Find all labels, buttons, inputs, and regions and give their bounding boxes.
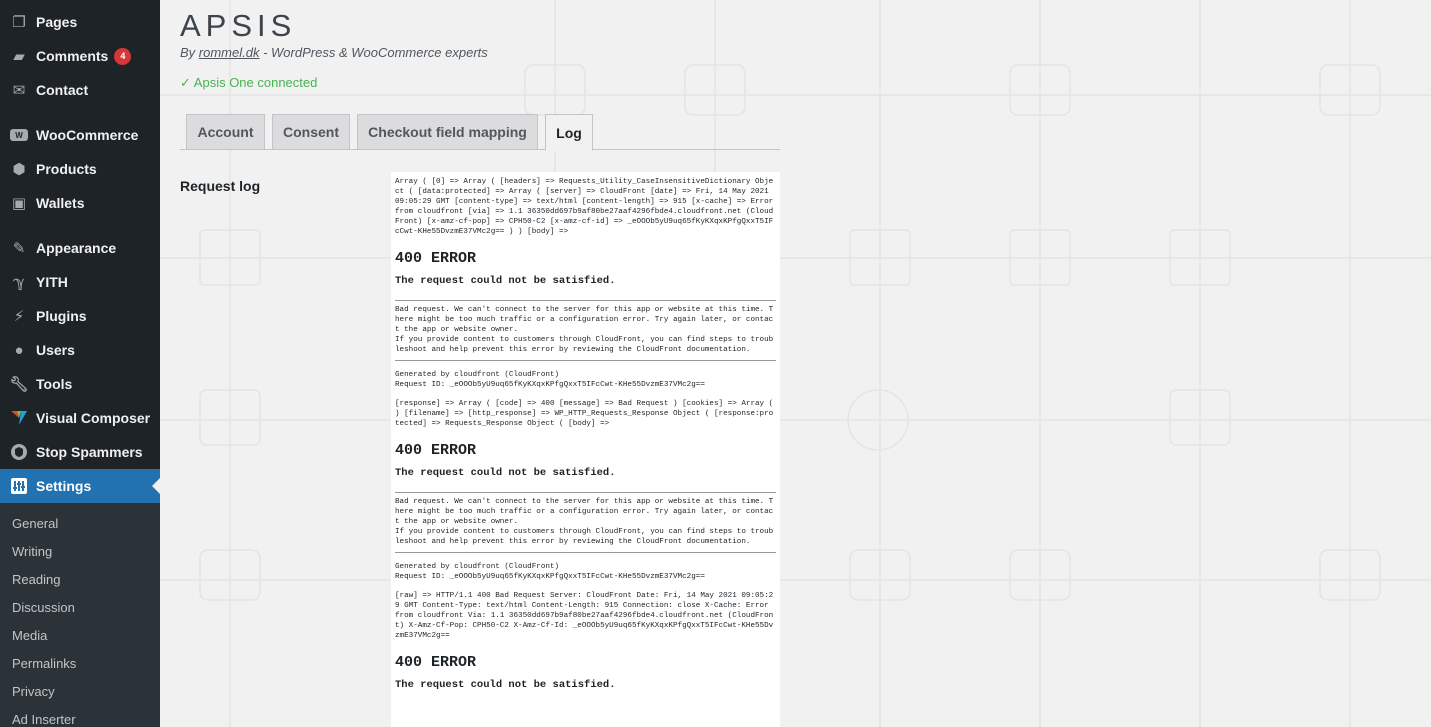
sidebar-item-label: Appearance: [36, 240, 117, 256]
sidebar-item-label: Comments: [36, 48, 109, 64]
request-log-output: [391, 172, 780, 727]
tab-checkout-field-mapping[interactable]: Checkout field mapping: [357, 114, 538, 150]
error-title: 400 ERROR: [395, 654, 477, 671]
wrench-icon: 🔧︎: [9, 376, 29, 393]
woo-icon: W: [10, 129, 28, 141]
sidebar-item-pages[interactable]: [0, 5, 160, 39]
mail-icon: ✉: [12, 82, 26, 99]
byline-author-link[interactable]: rommel.dk: [198, 45, 260, 60]
sidebar-item-visual-composer[interactable]: [0, 401, 160, 435]
sidebar-item-label: YITH: [36, 274, 68, 290]
submenu-item-privacy[interactable]: Privacy: [12, 684, 55, 699]
sidebar-item-appearance[interactable]: [0, 231, 160, 265]
error-subtitle: The request could not be satisfied.: [395, 275, 616, 287]
log-response-text: [response] => Array ( [code] => 400 [message] => Bad Request ) [cookies] => Array ( ) [filename] => [http_response] => WP_HTTP_Requests_Response Object ( [response:protected] => Requests_Response Object ( [body] =>: [395, 400, 774, 428]
products-icon: ⬢: [12, 161, 26, 178]
submenu-item-media[interactable]: Media: [12, 628, 48, 643]
shield-icon: [10, 443, 28, 461]
apsis-logo: APSIS: [180, 8, 297, 43]
sidebar-item-label: WooCommerce: [36, 127, 139, 143]
byline-suffix: - WordPress & WooCommerce experts: [259, 45, 488, 60]
byline: [180, 45, 488, 60]
log-raw-text: [raw] => HTTP/1.1 400 Bad Request Server: CloudFront Date: Fri, 14 May 2021 09:05:29 GMT Content-Type: text/html Content-Length: 915 Connection: close X-Cache: Error from cloudfront Via: 1.1 36350dd697b9af80be27aaf4296fbde4.cloudfront.net (CloudFront) X-Amz-Cf-Pop: CPH50-C2 X-Amz-Cf-Id: _eOOOb5yU9uq65fKyKXqxKPfgQxxT5IFcCwt-KHe55DvzmE37VMc2g==: [395, 592, 774, 640]
tab-consent[interactable]: Consent: [272, 114, 350, 150]
sidebar-item-contact[interactable]: [0, 73, 160, 107]
byline-prefix: By: [180, 45, 199, 60]
paintbrush-icon: ✎: [12, 240, 26, 257]
sidebar-item-wallets[interactable]: [0, 186, 160, 220]
request-id: Request ID: _eOOOb5yU9uq65fKyKXqxKPfgQxxT5IFcCwt-KHe55DvzmE37VMc2g==: [395, 573, 705, 581]
error-body: If you provide content to customers through CloudFront, you can find steps to troubleshoot and help prevent this error by reviewing the CloudFront documentation.: [395, 528, 774, 546]
plugin-icon: ⚡: [13, 308, 25, 325]
sidebar-item-label: Tools: [36, 376, 73, 392]
error-body: Bad request. We can't connect to the server for this app or website at this time. There might be too much traffic or a configuration error. Try again later, or contact the app or website owner.: [395, 498, 774, 526]
error-body: If you provide content to customers through CloudFront, you can find steps to troubleshoot and help prevent this error by reviewing the CloudFront documentation.: [395, 336, 774, 354]
main-content: [160, 0, 1431, 727]
connection-status: ✓ Apsis One connected: [180, 75, 318, 90]
tab-log[interactable]: Log: [545, 114, 593, 151]
sidebar-item-users[interactable]: [0, 333, 160, 367]
sidebar-item-plugins[interactable]: [0, 299, 160, 333]
submenu-item-general[interactable]: General: [12, 516, 59, 531]
sidebar-item-comments[interactable]: [0, 39, 160, 73]
divider: [395, 552, 776, 553]
sidebar-item-label: Stop Spammers: [36, 444, 143, 460]
sidebar-item-label: Plugins: [36, 308, 87, 324]
sidebar-item-stop-spammers[interactable]: [0, 435, 160, 469]
error-subtitle: The request could not be satisfied.: [395, 467, 616, 479]
tab-account[interactable]: Account: [186, 114, 265, 150]
settings-tabs: [180, 114, 780, 150]
request-id: Request ID: _eOOOb5yU9uq65fKyKXqxKPfgQxxT5IFcCwt-KHe55DvzmE37VMc2g==: [395, 381, 705, 389]
request-log-label: Request log: [180, 178, 261, 194]
divider: [395, 492, 776, 493]
submenu-item-writing[interactable]: Writing: [12, 544, 53, 559]
sidebar-item-label: Users: [36, 342, 75, 358]
generated-by: Generated by cloudfront (CloudFront): [395, 371, 560, 379]
sidebar-item-settings[interactable]: [0, 469, 160, 503]
submenu-item-permalinks[interactable]: Permalinks: [12, 656, 77, 671]
pages-icon: ❐: [12, 14, 26, 31]
visual-composer-icon: [10, 409, 28, 427]
comments-icon: ▰: [13, 48, 25, 65]
submenu-item-discussion[interactable]: Discussion: [12, 600, 75, 615]
error-body: Bad request. We can't connect to the server for this app or website at this time. There might be too much traffic or a configuration error. Try again later, or contact the app or website owner.: [395, 306, 774, 334]
submenu-item-ad-inserter[interactable]: Ad Inserter: [12, 712, 76, 727]
sidebar-item-yith[interactable]: [0, 265, 160, 299]
sidebar-item-tools[interactable]: [0, 367, 160, 401]
admin-sidebar: [0, 0, 160, 727]
comments-count-badge: 4: [114, 48, 131, 65]
sidebar-item-label: Visual Composer: [36, 410, 151, 426]
sidebar-item-products[interactable]: [0, 152, 160, 186]
users-icon: ●: [14, 341, 24, 359]
sidebar-item-label: Settings: [36, 478, 92, 494]
divider: [395, 300, 776, 301]
error-title: 400 ERROR: [395, 442, 477, 459]
generated-by: Generated by cloudfront (CloudFront): [395, 563, 560, 571]
settings-submenu: [0, 503, 160, 727]
sidebar-item-label: Contact: [36, 82, 89, 98]
yith-icon: ℽ: [13, 274, 25, 291]
settings-icon: [10, 477, 28, 495]
submenu-item-reading[interactable]: Reading: [12, 572, 61, 587]
sidebar-item-woocommerce[interactable]: [0, 118, 160, 152]
sidebar-item-label: Products: [36, 161, 97, 177]
log-headers-text: Array ( [0] => Array ( [headers] => Requests_Utility_CaseInsensitiveDictionary Object ( [data:protected] => Array ( [server] => CloudFront [date] => Fri, 14 May 2021 09:05:29 GMT [content-type] => text/html [content-length] => 915 [x-cache] => Error from cloudfront [via] => 1.1 36350dd697b9af80be27aaf4296fbde4.cloudfront.net (CloudFront) [x-amz-cf-pop] => CPH50-C2 [x-amz-cf-id] => _eOOOb5yU9uq65fKyKXqxKPfgQxxT5IFcCwt-KHe55DvzmE37VMc2g== ) ) [body] =>: [395, 178, 774, 236]
divider: [395, 360, 776, 361]
sidebar-item-label: Wallets: [36, 195, 85, 211]
sidebar-item-label: Pages: [36, 14, 78, 30]
error-subtitle: The request could not be satisfied.: [395, 679, 616, 691]
wallet-icon: ▣: [11, 195, 27, 212]
error-title: 400 ERROR: [395, 250, 477, 267]
